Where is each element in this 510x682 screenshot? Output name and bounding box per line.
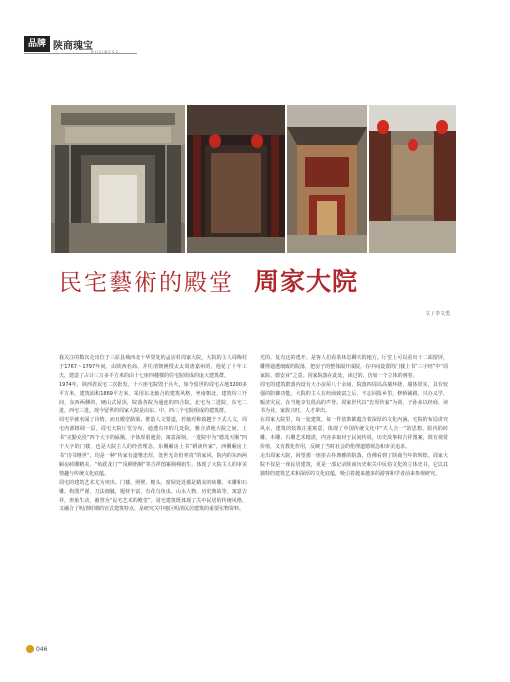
paragraph: 光的、复有这的逃开、是客人们看茶休息聊天的地方。厅堂上可以看出十二面窗屏，雕得通透细致的院落，把房子的整体隔开成院，在中间设置的门楼上书“三字经”中“周家院、德安业”之意。因家院落在此处，读过的，仿如一个立体的画卷。 [260,355,448,379]
paragraph: 走出周家大院，回望那一座座古朴典雅的院落，仿佛看到了陕商当年的辉煌。周家大院不仅是一座民居建筑，更是一部记录陕商历史和关中民俗文化的立体史书。它以其独特的建筑艺术和深厚的文化底蕴，吸引着越来越多的游客和学者前来参观研究。 [260,452,448,477]
section-title: 陕商瑰宝 [53,40,94,52]
section-tag: 品牌 [24,36,50,52]
article-byline: 文 / 李文勇 [425,311,450,317]
article-title-main: 民宅藝術的殿堂 [59,270,234,296]
photo-stone-gate [51,105,185,253]
photo-courtyard-gate [287,105,367,253]
article-title-name: 周家大院 [254,267,359,296]
photo-red-hall [187,105,285,253]
paragraph: 我关注的数次走出位于三原县城西北十华里处的孟店村周家大院。大院的主人周梅村于1767～1797年间，由陕西名商、并任清朝例授太太周唐嘉州的，他花了十年工夫，建造了占计三万多平方米的由十七座四楼楼的住宅院组成的庞大建筑群。 [59,355,247,379]
paragraph: 在周家大院里，每一处建筑、每一件装饰都蕴含着深厚的文化内涵。宅院的布局讲究风水，建筑的装饰注重寓意，体现了中国传统文化中“天人合一”的思想。院内的砖雕、木雕、石雕艺术精湛，内容多取材于民间传说、历史故事和吉祥图案，既有观赏价值，又有教化作用，反映了当时社会的伦理道德观念和审美追求。 [260,417,448,451]
paragraph: 周宅的建筑群落内设有大小房屋八十余间，院落四周以高墙环绕，墙体厚实，具有较强的防御功能。大院的主人在经商致富之后，不忘回报乡里，修桥铺路，兴办义学，赈济灾民，在当地享有很高的声誉。周家世代以“忠厚传家”为训，子孙多以经商、读书为业，家族兴旺，人才辈出。 [260,381,448,415]
header-divider [24,53,137,54]
page-folio [26,645,47,653]
paragraph: 周宅早就名闻了诗情。而且殿堂路梁。推造人文要道，若轴对称致越于下式人文，周宅内部格调一层，周宅大院厅堂分布，通透有序的几处院，雅合清地大院之间。上书“克勤克俭”四个大字的匾额，字体厚重遒劲，寓意深刻。一进院中为“德茂天顺”四个大字的门楼，也是大院主人的经营理念，东侧厢房上书“耕读传家”，西侧厢房上书“诗书继世”，均是一种“传家有道惟忠厚，处世无奇但率真”的家风，院内的东西两厢房砖雕精美，“鱼跃龙门”“凤栖梧桐”等吉祥图案栩栩如生，体现了大院主人的审美情趣与传统文化底蕴。 [59,417,247,477]
article-title [59,262,358,298]
paragraph: 1974年，陕西省民宅二次批发。十六座宅院毁于兵火。如今留世的周宅占地3200多平方米，建筑面积1869平方米。采用东北轴合的建筑风格，坐南朝北，建筑均三开间，东西两侧的，硬山式屋顶，院落各院为通连的四合院。北宅为二进院，东宅二进，西宅三进。现今留世的周家大院是由东、中、西三个宅院组成的建筑群。 [59,381,247,415]
folio-dot-icon [26,645,34,653]
page-number: 046 [36,645,48,653]
article-column-left [59,354,247,514]
photo-lantern-courtyard [369,105,456,253]
paragraph: 周宅的建筑艺术尤为突出。门楼、照壁、檐头、窗棂处处都是精美的砖雕、木雕和石雕。构图严谨，刀法细腻，题材丰富，有花鸟鱼虫、山水人物、历史典故等，寓意吉祥，形象生动，被誉为“民宅艺术的殿堂”。周宅建筑既体现了关中民居的传统风格，又融合了明清时期的官式建筑特点，是研究关中地区明清民居建筑的重要实物资料。 [59,479,247,513]
photo-strip [51,105,456,253]
article-column-right [260,354,448,479]
section-header [24,34,93,54]
